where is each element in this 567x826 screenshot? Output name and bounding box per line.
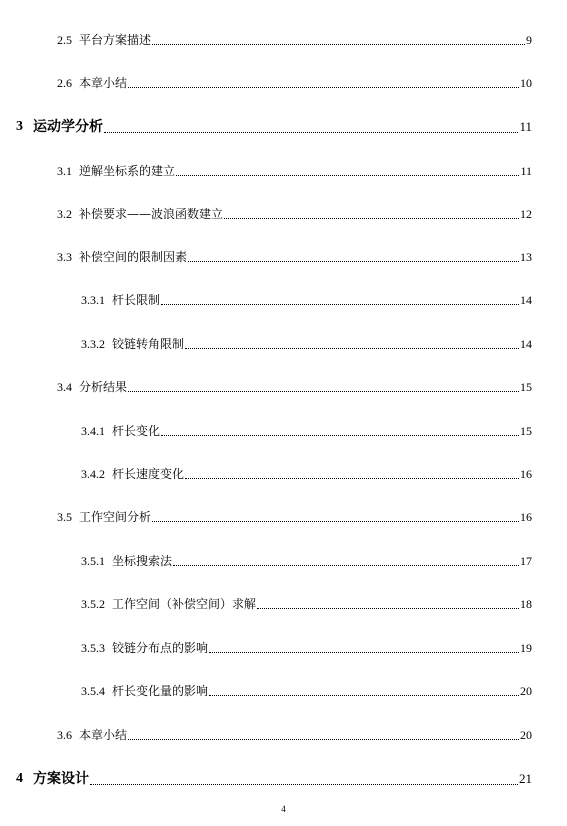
- toc-entry[interactable]: [57, 725, 532, 743]
- toc-entry-title: 杆长变化: [112, 424, 161, 438]
- toc-entry-page: 11: [520, 164, 532, 178]
- toc-entry-number: 3: [16, 119, 23, 134]
- toc-entry-title: 运动学分析: [33, 119, 103, 135]
- toc-entry-number: 4: [16, 771, 23, 786]
- toc-entry-number: 3.3.1: [81, 293, 105, 307]
- toc-entry-page: 16: [520, 510, 532, 524]
- toc-entry[interactable]: [57, 377, 532, 395]
- toc-entry-number: 3.6: [57, 728, 72, 742]
- toc-entry-number: 3.3: [57, 250, 72, 264]
- toc-entry-title: 本章小结: [79, 728, 128, 742]
- toc-entry-title: 工作空间（补偿空间）求解: [112, 597, 257, 611]
- toc-entry[interactable]: [57, 161, 532, 179]
- toc-dot-leader: [152, 521, 519, 522]
- toc-entry-page: 17: [520, 554, 532, 568]
- toc-entry-title: 本章小结: [79, 76, 128, 90]
- toc-dot-leader: [257, 608, 519, 609]
- toc-entry[interactable]: [81, 334, 532, 352]
- toc-entry[interactable]: [81, 421, 532, 439]
- toc-entry-number: 3.4.2: [81, 467, 105, 481]
- toc-entry[interactable]: [81, 551, 532, 569]
- toc-entry-page: 20: [520, 728, 532, 742]
- toc-entry[interactable]: [57, 204, 532, 222]
- toc-entry-title: 杆长变化量的影响: [112, 684, 209, 698]
- toc-entry-page: 16: [520, 467, 532, 481]
- toc-entry-page: 14: [520, 293, 532, 307]
- toc-dot-leader: [209, 695, 519, 696]
- toc-entry-page: 12: [520, 207, 532, 221]
- toc-dot-leader: [128, 739, 519, 740]
- toc-dot-leader: [161, 304, 519, 305]
- toc-entry-title: 补偿空间的限制因素: [79, 250, 188, 264]
- toc-entry-number: 3.5.3: [81, 641, 105, 655]
- toc-entry-title: 分析结果: [79, 380, 128, 394]
- toc-entry[interactable]: [81, 464, 532, 482]
- toc-entry-page: 13: [520, 250, 532, 264]
- toc-entry-number: 3.5.4: [81, 684, 105, 698]
- toc-dot-leader: [209, 652, 519, 653]
- toc-entry[interactable]: [57, 507, 532, 525]
- toc-dot-leader: [188, 261, 519, 262]
- toc-entry-number: 2.6: [57, 76, 72, 90]
- toc-dot-leader: [185, 478, 519, 479]
- toc-entry[interactable]: [81, 638, 532, 656]
- toc-entry-page: 11: [519, 119, 532, 134]
- toc-entry-page: 9: [526, 33, 532, 47]
- toc-entry-number: 3.2: [57, 207, 72, 221]
- toc-entry[interactable]: [81, 681, 532, 699]
- toc-entry[interactable]: [57, 247, 532, 265]
- toc-entry-title: 工作空间分析: [79, 510, 152, 524]
- toc-dot-leader: [90, 784, 518, 785]
- toc-dot-leader: [185, 348, 519, 349]
- toc-dot-leader: [128, 391, 519, 392]
- toc-entry-chapter[interactable]: [16, 768, 532, 788]
- toc-entry-title: 平台方案描述: [79, 33, 152, 47]
- toc-entry-number: 3.5.2: [81, 597, 105, 611]
- toc-entry[interactable]: [57, 73, 532, 91]
- toc-entry-number: 3.3.2: [81, 337, 105, 351]
- toc-dot-leader: [173, 565, 519, 566]
- toc-entry-number: 3.5.1: [81, 554, 105, 568]
- toc-entry[interactable]: [81, 290, 532, 308]
- toc-entry-title: 铰链分布点的影响: [112, 641, 209, 655]
- toc-entry-page: 19: [520, 641, 532, 655]
- toc-entry-title: 铰链转角限制: [112, 337, 185, 351]
- toc-dot-leader: [176, 175, 519, 176]
- toc-entry-page: 20: [520, 684, 532, 698]
- toc-entry-page: 15: [520, 424, 532, 438]
- toc-dot-leader: [224, 218, 519, 219]
- toc-dot-leader: [161, 435, 519, 436]
- toc-dot-leader: [128, 87, 519, 88]
- toc-entry-number: 3.4: [57, 380, 72, 394]
- toc-entry-page: 14: [520, 337, 532, 351]
- toc-entry-number: 3.5: [57, 510, 72, 524]
- toc-entry-title: 方案设计: [33, 771, 89, 787]
- toc-entry-number: 3.4.1: [81, 424, 105, 438]
- toc-entry-page: 10: [520, 76, 532, 90]
- toc-dot-leader: [104, 132, 518, 133]
- toc-entry-title: 坐标搜索法: [112, 554, 173, 568]
- toc-entry-title: 补偿要求——波浪函数建立: [79, 207, 224, 221]
- toc-entry-title: 逆解坐标系的建立: [79, 164, 176, 178]
- toc-entry-number: 2.5: [57, 33, 72, 47]
- toc-entry-page: 21: [519, 771, 532, 786]
- toc-entry-chapter[interactable]: [16, 116, 532, 136]
- toc-entry-number: 3.1: [57, 164, 72, 178]
- toc-entry[interactable]: [57, 30, 532, 48]
- toc-entry-page: 15: [520, 380, 532, 394]
- toc-dot-leader: [152, 44, 525, 45]
- toc-entry-page: 18: [520, 597, 532, 611]
- toc-entry[interactable]: [81, 594, 532, 612]
- page-number: 4: [281, 804, 286, 814]
- toc-entry-title: 杆长限制: [112, 293, 161, 307]
- toc-entry-title: 杆长速度变化: [112, 467, 185, 481]
